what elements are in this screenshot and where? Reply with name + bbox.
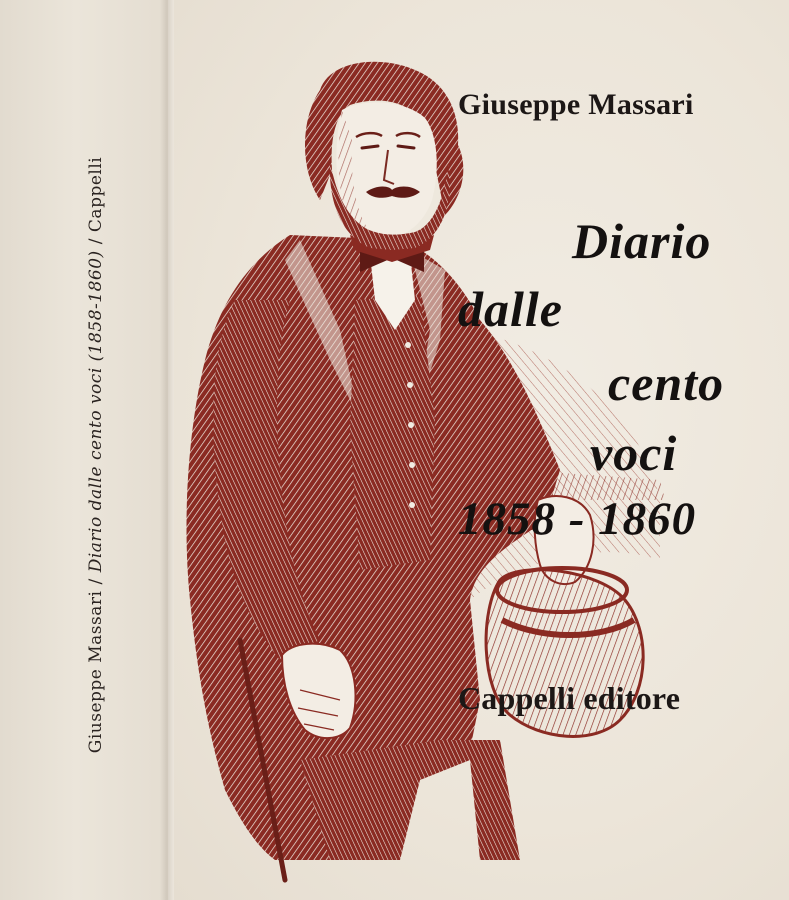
cover-author: Giuseppe Massari xyxy=(458,88,694,121)
cover-title-line-4: voci xyxy=(590,425,678,481)
spine-title: Diario dalle cento voci (1858-1860) xyxy=(86,250,106,573)
spine-separator-2: / xyxy=(86,238,106,245)
cover-title-line-3: cento xyxy=(608,355,725,411)
spine-separator-1: / xyxy=(86,578,106,585)
cover-publisher: Cappelli editore xyxy=(458,680,681,716)
spine-author: Giuseppe Massari xyxy=(86,590,106,754)
waistcoat xyxy=(350,295,435,570)
trousers xyxy=(300,740,520,860)
cover-title-line-1: Diario xyxy=(572,213,712,269)
cover-title-years: 1858 - 1860 xyxy=(458,493,697,545)
spine-publisher: Cappelli xyxy=(86,156,106,233)
cover-title-line-2: dalle xyxy=(458,281,563,337)
